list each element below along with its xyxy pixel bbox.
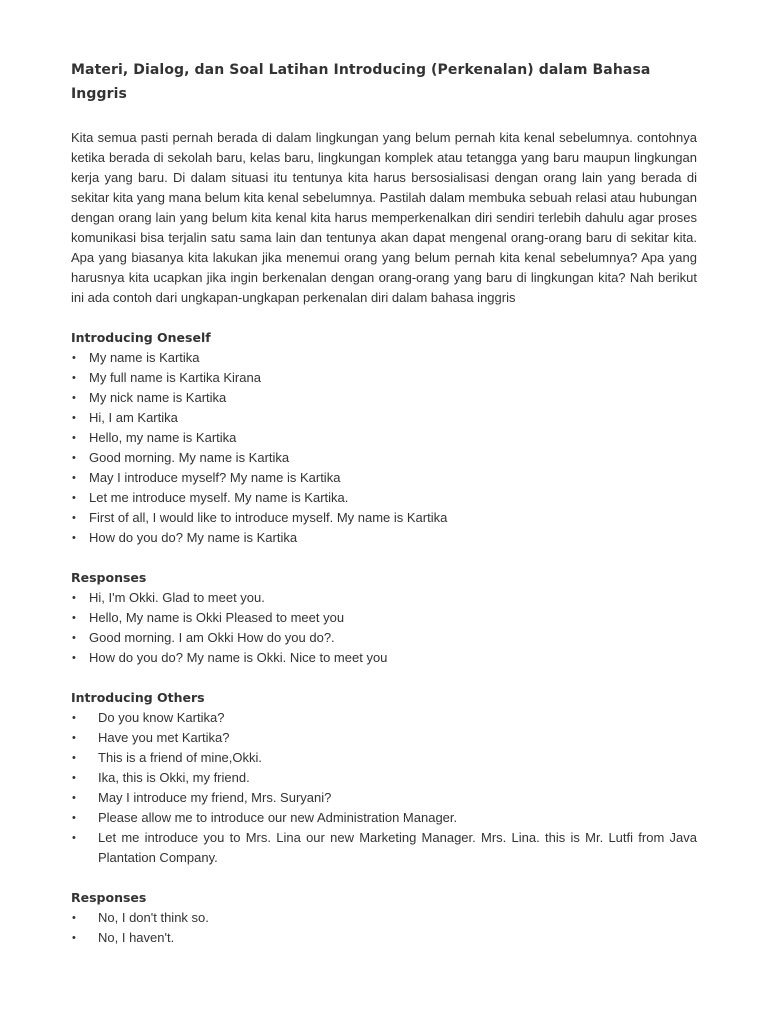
list-item: • Hello, My name is Okki Pleased to meet you xyxy=(71,608,697,628)
list-item: • Hello, my name is Kartika xyxy=(71,428,697,448)
list-item: • Let me introduce myself. My name is Kartika. xyxy=(71,488,697,508)
phrase-list xyxy=(71,708,697,868)
list-item: • Ika, this is Okki, my friend. xyxy=(71,768,697,788)
list-item: • Please allow me to introduce our new Administration Manager. xyxy=(71,808,697,828)
section-responses-others xyxy=(71,888,697,948)
list-item: • Hi, I am Kartika xyxy=(71,408,697,428)
section-heading: Introducing Others xyxy=(71,690,205,705)
list-item: • Do you know Kartika? xyxy=(71,708,697,728)
section-heading: Responses xyxy=(71,890,147,905)
list-item: • How do you do? My name is Okki. Nice to meet you xyxy=(71,648,697,668)
list-item: • No, I haven't. xyxy=(71,928,697,948)
list-item: • My nick name is Kartika xyxy=(71,388,697,408)
section-heading: Responses xyxy=(71,570,147,585)
list-item: • How do you do? My name is Kartika xyxy=(71,528,697,548)
list-item: • This is a friend of mine,Okki. xyxy=(71,748,697,768)
list-item: • First of all, I would like to introduce myself. My name is Kartika xyxy=(71,508,697,528)
list-item: • No, I don't think so. xyxy=(71,908,697,928)
list-item: • My name is Kartika xyxy=(71,348,697,368)
phrase-list xyxy=(71,588,697,668)
list-item: • My full name is Kartika Kirana xyxy=(71,368,697,388)
section-responses xyxy=(71,568,697,668)
list-item: • Good morning. I am Okki How do you do?. xyxy=(71,628,697,648)
phrase-list xyxy=(71,348,697,548)
section-heading: Introducing Oneself xyxy=(71,330,211,345)
list-item: • Have you met Kartika? xyxy=(71,728,697,748)
list-item: • Let me introduce you to Mrs. Lina our new Marketing Manager. Mrs. Lina. this is Mr. Lutfi from Java Plantation Company. xyxy=(71,828,697,868)
section-introducing-others xyxy=(71,688,697,868)
list-item: • Hi, I'm Okki. Glad to meet you. xyxy=(71,588,697,608)
document-title: Materi, Dialog, dan Soal Latihan Introducing (Perkenalan) dalam Bahasa Inggris xyxy=(71,62,651,102)
list-item: • May I introduce my friend, Mrs. Suryani? xyxy=(71,788,697,808)
list-item: • Good morning. My name is Kartika xyxy=(71,448,697,468)
list-item: • May I introduce myself? My name is Kartika xyxy=(71,468,697,488)
section-introducing-oneself xyxy=(71,328,697,548)
document-page xyxy=(71,58,697,948)
intro-paragraph: Kita semua pasti pernah berada di dalam lingkungan yang belum pernah kita kenal sebelumnya. contohnya ketika berada di sekolah baru, kelas baru, lingkungan komplek atau tetangga yang baru maupun lingkungan kerja yang baru. Di dalam situasi itu tentunya kita harus bersosialisasi dengan orang lain yang berada di sekitar kita yang mana belum kita kenal sebelumnya. Pastilah dalam membuka sebuah relasi atau hubungan dengan orang lain yang belum kita kenal kita harus memperkenalkan diri sendiri terlebih dahulu agar proses komunikasi bisa terjalin satu sama lain dan tentunya akan dapat mengenal orang-orang baru di sekitar kita. Apa yang biasanya kita lakukan jika menemui orang yang belum pernah kita kenal sebelumnya? Apa yang harusnya kita ucapkan jika ingin berkenalan dengan orang-orang yang baru di lingkungan kita? Nah berikut ini ada contoh dari ungkapan-ungkapan perkenalan diri dalam bahasa inggris xyxy=(71,130,697,305)
phrase-list xyxy=(71,908,697,948)
